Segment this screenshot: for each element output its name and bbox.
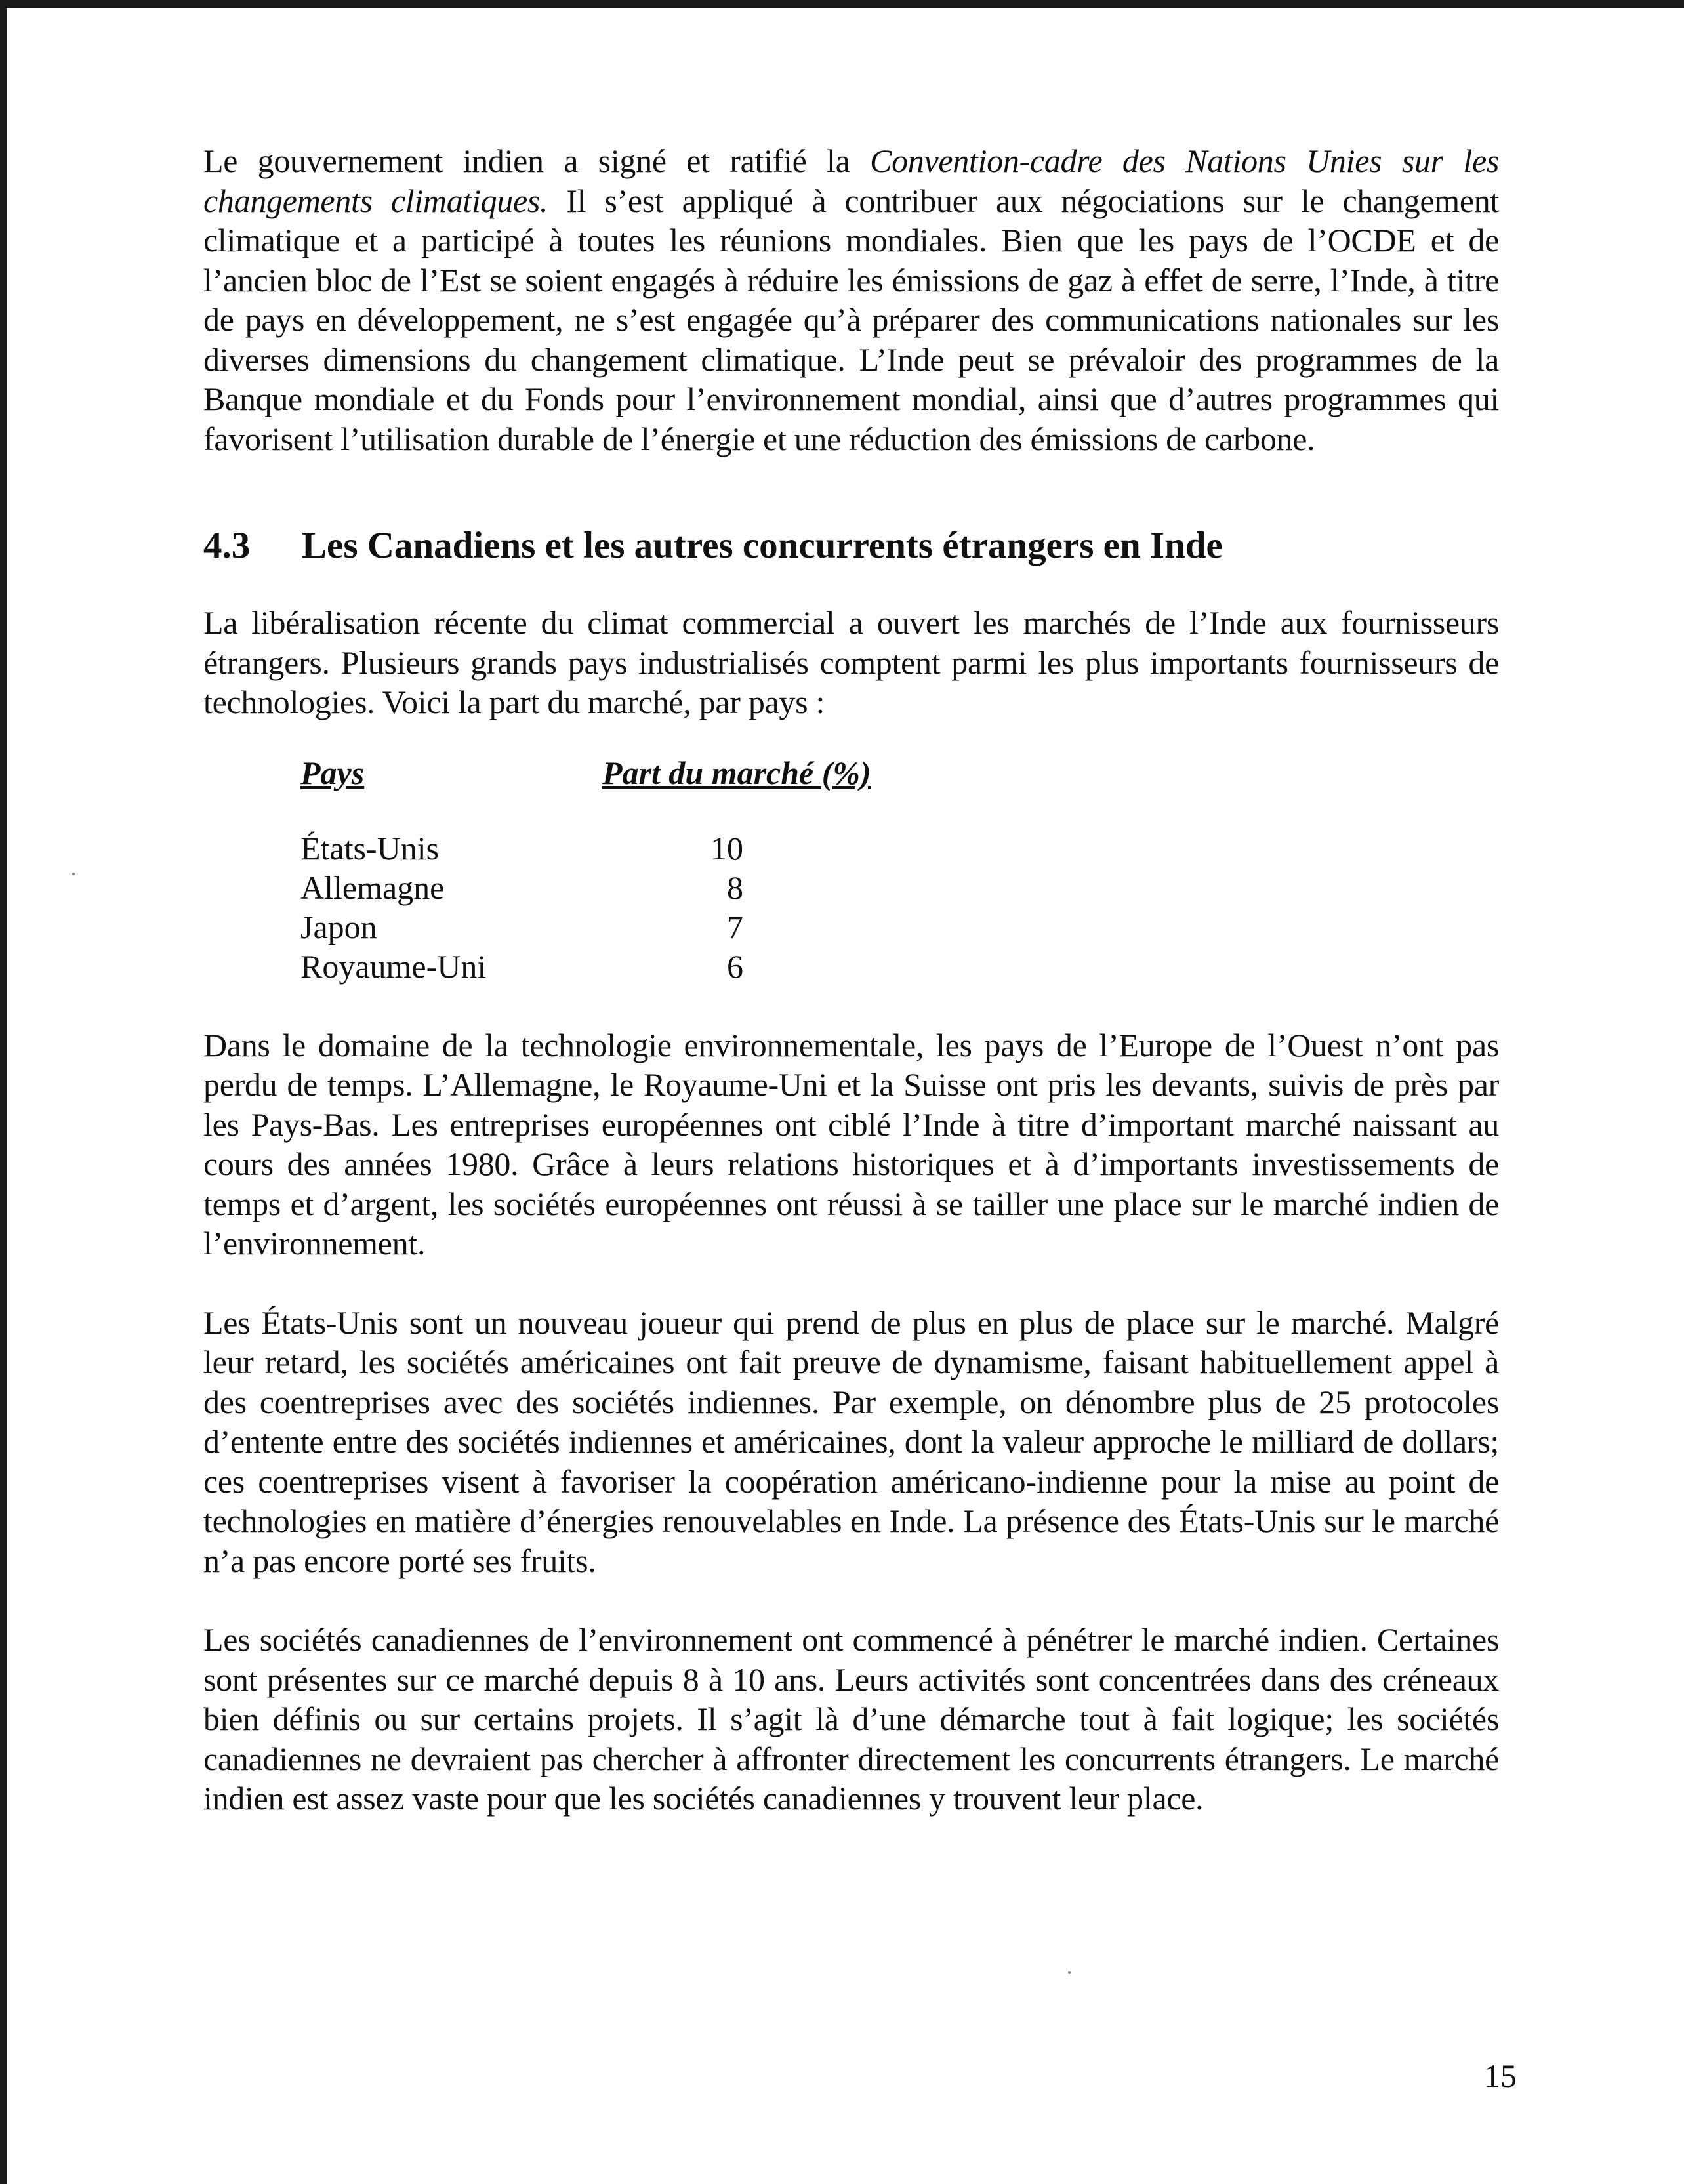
paragraph-united-states: Les États-Unis sont un nouveau joueur qui prend de plus en plus de place sur le marché. Malgré leur retard, les sociétés américaines ont fait preuve de dynamisme, faisant habituellement appel à des coentreprises avec des sociétés indiennes. Par exemple, on dénombre plus de 25 protocoles d’entente entre des sociétés indiennes et américaines, dont la valeur approche le milliard de dollars; ces coentreprises visent à favoriser la coopération américano-indienne pour la mise au point de technologies en matière d’énergies renouvelables en Inde. La présence des États-Unis sur le marché n’a pas encore porté ses fruits. [203, 1304, 1499, 1579]
convention-title: Convention-cadre des Nations Unies sur les changements climatiques. [203, 142, 1500, 219]
country-cell: États-Unis [300, 829, 440, 867]
market-share-table [300, 754, 956, 986]
header-market-share: Part du marché (%) [602, 754, 871, 791]
table-row [300, 868, 956, 907]
scan-edge-left [0, 0, 7, 2184]
paragraph-unfccc [203, 141, 1499, 459]
scan-edge-top [0, 0, 1684, 8]
table-body [300, 829, 956, 986]
scan-speck [72, 873, 75, 875]
country-cell: Royaume-Uni [300, 947, 487, 985]
country-cell: Japon [300, 908, 377, 945]
paragraph-1-rest: Il s’est appliqué à contribuer aux négociations sur le changement climatique et a participé à toutes les réunions mondiales. Bien que les pays de l’OCDE et de l’ancien bloc de l’Est se soient engagés à réduire les émissions de gaz à effet de serre, l’Inde, à titre de pays en développement, ne s’est engagée qu’à préparer des communications nationales sur les diverses dimensions du changement climatique. L’Inde peut se prévaloir des programmes de la Banque mondiale et du Fonds pour l’environnement mondial, ainsi que d’autres programmes qui favorisent l’utilisation durable de l’énergie et une réduction des émissions de carbone. [203, 182, 1499, 457]
document-page [203, 141, 1499, 1819]
page-number: 15 [1484, 2057, 1517, 2094]
section-title: Les Canadiens et les autres concurrents étrangers en Inde [302, 525, 1223, 566]
share-cell: 8 [727, 869, 743, 906]
share-cell: 6 [727, 947, 743, 985]
paragraph-1-lead: Le gouvernement indien a signé et ratifié la [203, 142, 871, 179]
section-number: 4.3 [203, 525, 251, 566]
scan-speck [1068, 1971, 1071, 1974]
paragraph-market-intro: La libéralisation récente du climat commercial a ouvert les marchés de l’Inde aux fournisseurs étrangers. Plusieurs grands pays industrialisés comptent parmi les plus importants fournisseurs de technologies. Voici la part du marché, par pays : [203, 604, 1499, 720]
table-header [300, 754, 956, 797]
share-cell: 7 [727, 908, 743, 945]
table-row [300, 829, 956, 868]
paragraph-europe: Dans le domaine de la technologie environnementale, les pays de l’Europe de l’Ouest n’ont pas perdu de temps. L’Allemagne, le Royaume-Uni et la Suisse ont pris les devants, suivis de près par les Pays-Bas. Les entreprises européennes ont ciblé l’Inde à titre d’important marché naissant au cours des années 1980. Grâce à leurs relations historiques et à d’importants investissements de temps et d’argent, les sociétés européennes ont réussi à se tailler une place sur le marché indien de l’environnement. [203, 1026, 1499, 1262]
paragraph-canada: Les sociétés canadiennes de l’environnement ont commencé à pénétrer le marché indien. Certaines sont présentes sur ce marché depuis 8 à 10 ans. Leurs activités sont concentrées dans des créneaux bien définis ou sur certains projets. Il s’agit là d’une démarche tout à fait logique; les sociétés canadiennes ne devraient pas chercher à affronter directement les concurrents étrangers. Le marché indien est assez vaste pour que les sociétés canadiennes y trouvent leur place. [203, 1621, 1499, 1817]
section-heading [203, 523, 1499, 569]
header-country: Pays [300, 754, 365, 791]
country-cell: Allemagne [300, 869, 445, 906]
table-row [300, 907, 956, 947]
share-cell: 10 [710, 829, 743, 867]
table-row [300, 947, 956, 986]
